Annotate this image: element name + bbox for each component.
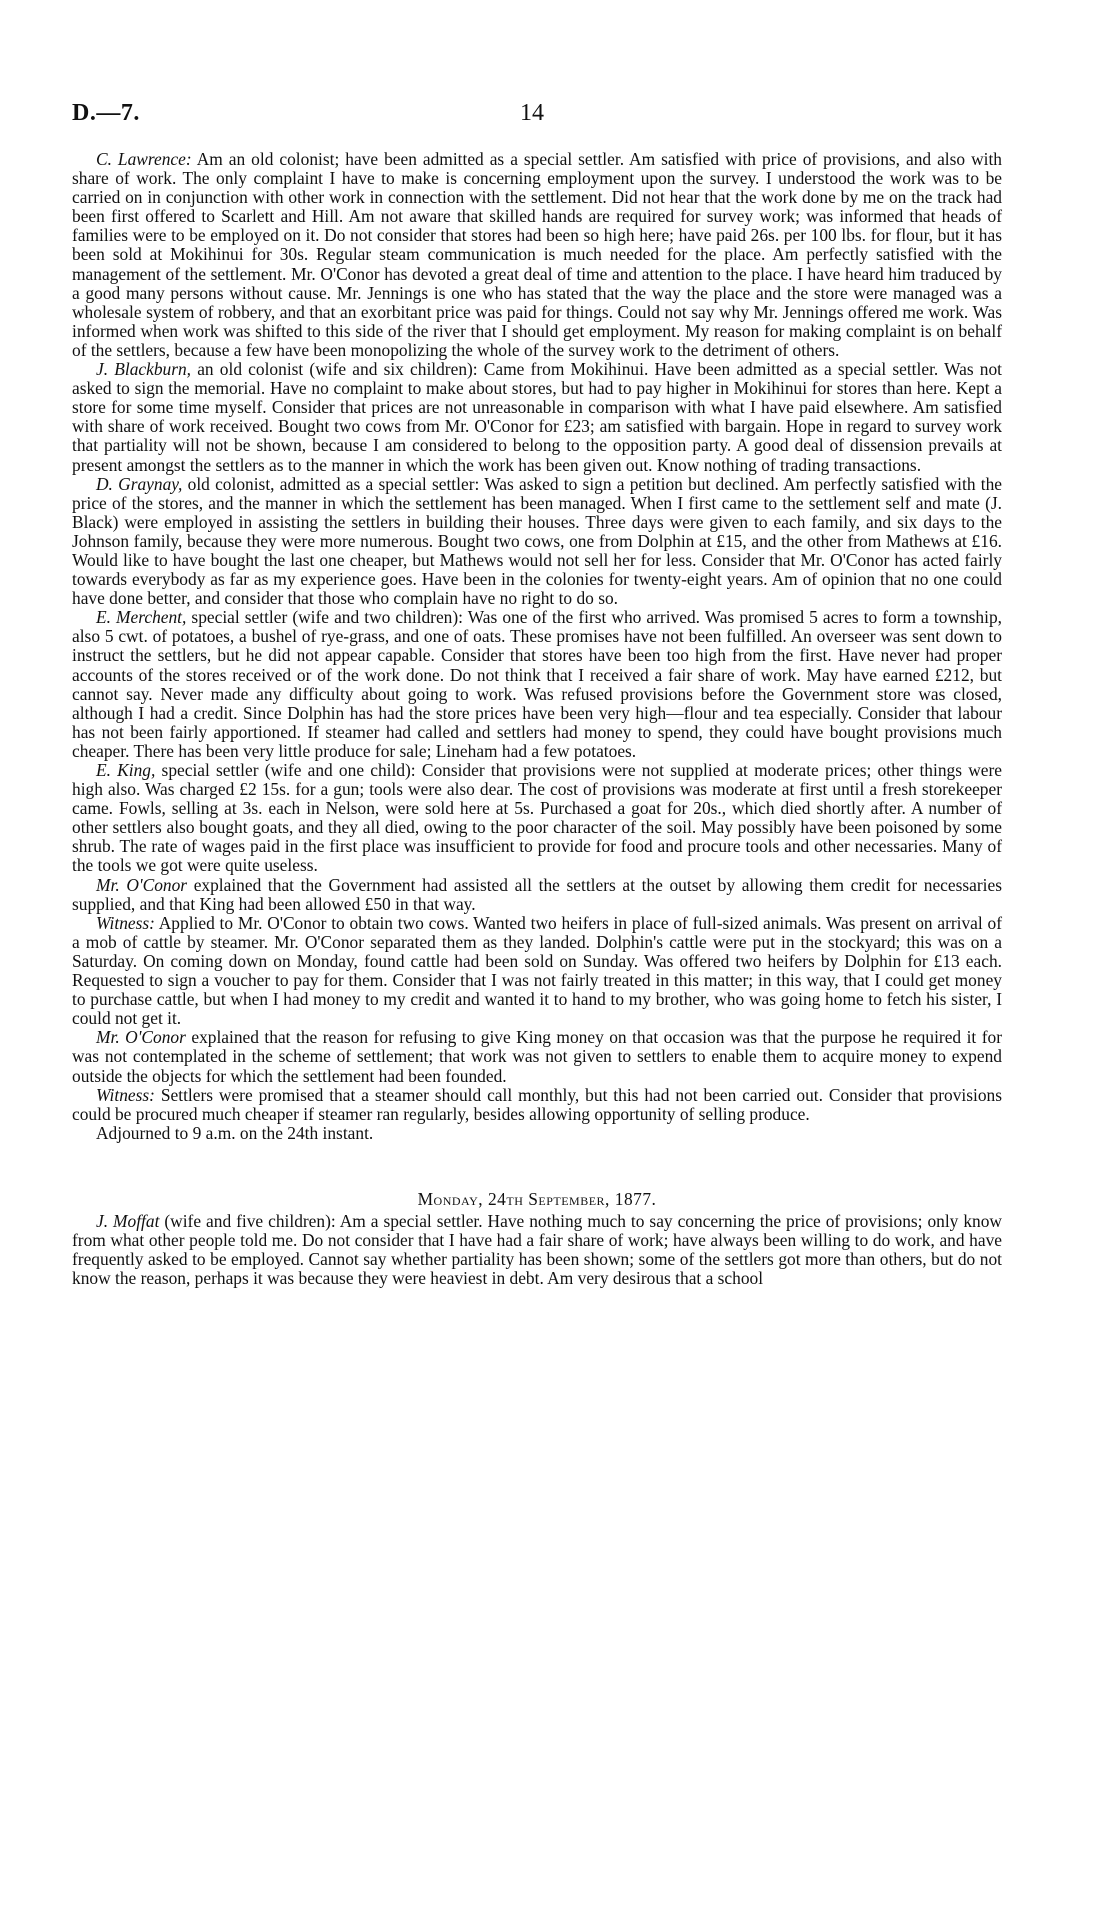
testimony-text: old colonist, admitted as a special settler: Was asked to sign a petition but declined. Am perfectly satisfied with the price of the stores, and the manner in which the settlement has been managed. When I first came to the settlement self and mate (J. Black) were employed in assisting the settlers in building their houses. Three days were given to each family, and six days to the Johnson family, because they were more numerous. Bought two cows, one from Dolphin at £15, and the other from Mathews at £16. Would like to have bought the last one cheaper, but Mathews would not sell her for less. Consider that Mr. O'Conor has acted fairly towards everybody as far as my experience goes. Have been in the colonies for twenty-eight years. Am of opinion that no one could have done better, and consider that those who complain have no right to do so. bbox=[72, 473, 1003, 609]
testimony-text: explained that the Government had assisted all the settlers at the outset by allowing them credit for necessaries supplied, and that King had been allowed £50 in that way. bbox=[72, 874, 1002, 914]
adjournment-text: Adjourned to 9 a.m. on the 24th instant. bbox=[96, 1122, 374, 1143]
testimony-paragraph bbox=[72, 608, 1002, 761]
testimony-paragraph bbox=[72, 876, 1002, 914]
speaker-name: C. Lawrence: bbox=[96, 149, 192, 169]
speaker-name: Mr. O'Conor bbox=[96, 1027, 186, 1048]
testimony-paragraph bbox=[72, 150, 1002, 360]
testimony-text: explained that the reason for refusing to give King money on that occasion was that the purpose he required it for was not contemplated in the scheme of settlement; that work was not given to settlers to enable them to acquire money to expend outside the objects for which the settlement had been founded. bbox=[72, 1027, 1002, 1086]
speaker-name: Mr. O'Conor bbox=[96, 874, 188, 895]
testimony-paragraph bbox=[72, 914, 1002, 1029]
document-reference: D.—7. bbox=[72, 100, 140, 126]
testimony-text: Applied to Mr. O'Conor to obtain two cows. Wanted two heifers in place of full-sized animals. Was present on arrival of a mob of cattle by steamer. Mr. O'Conor separated them as they landed. Dolphin's cattle were put in the stockyard; this was on a Saturday. On coming down on Monday, found cattle had been sold on Sunday. Was offered two heifers by Dolphin for £13 each. Requested to sign a voucher to pay for them. Consider that I was not fairly treated in this matter; in this way, that I could get money to purchase cattle, but when I had money to my credit and wanted it to hand to my brother, who was going home to fetch his sister, I could not get it. bbox=[72, 912, 1002, 1029]
speaker-name: Witness: bbox=[96, 912, 155, 933]
speaker-name: E. Merchent, bbox=[96, 607, 187, 628]
session-date-heading: Monday, 24th September, 1877. bbox=[417, 1188, 657, 1209]
testimony-paragraph bbox=[72, 1212, 1002, 1288]
speaker-name: J. Moffat bbox=[96, 1210, 160, 1231]
page-number: 14 bbox=[520, 100, 544, 126]
page-header bbox=[72, 100, 1032, 130]
adjournment-note bbox=[72, 1124, 1002, 1143]
testimony-text: (wife and five children): Am a special settler. Have nothing much to say concerning the price of provisions; only know from what other people told me. Do not consider that I have had a fair share of work; have always been willing to do work, and have frequently asked to be employed. Cannot say whether partiality has been shown; some of the settlers got more than others, but do not know the reason, perhaps it was because they were heaviest in debt. Am very desirous that a school bbox=[72, 1210, 1002, 1289]
testimony-paragraph bbox=[72, 475, 1002, 609]
testimony-text: special settler (wife and one child): Consider that provisions were not supplied at moderate prices; other things were high also. Was charged £2 15s. for a gun; tools were also dear. The cost of provisions was moderate at first until a fresh storekeeper came. Fowls, selling at 3s. each in Nelson, were sold here at 5s. Purchased a goat for 20s., which died shortly after. A number of other settlers also bought goats, and they all died, owing to the poor character of the soil. May possibly have been poisoned by some shrub. The rate of wages paid in the first place was insufficient to provide for food and procure tools and other necessaries. Many of the tools we got were quite useless. bbox=[72, 760, 1002, 876]
testimony-text: Am an old colonist; have been admitted as a special settler. Am satisfied with price of provisions, and also with share of work. The only complaint I have to make is concerning employment upon the survey. I understood the work was to be carried on in conjunction with other work in connection with the settlement. Did not hear that the work done by me on the track had been first offered to Scarlett and Hill. Am not aware that skilled hands are required for survey work; was informed that heads of families were to be employed on it. Do not consider that stores had been so high here; have paid 26s. per 100 lbs. for flour, but it has been sold at Mokihinui for 30s. Regular steam communication is much needed for the place. Am perfectly satisfied with the management of the settlement. Mr. O'Conor has devoted a great deal of time and attention to the place. I have heard him traduced by a good many persons without cause. Mr. Jennings is one who has stated that the way the place and the store were managed was a wholesale system of robbery, and that an exorbitant price was paid for things. Could not say why Mr. Jennings offered me work. Was informed when work was shifted to this side of the river that I should get employment. My reason for making complaint is on behalf of the settlers, because a few have been monopolizing the whole of the survey work to the detriment of others. bbox=[72, 149, 1002, 360]
document-body bbox=[72, 150, 1002, 1288]
speaker-name: E. King, bbox=[96, 760, 156, 780]
testimony-text: an old colonist (wife and six children): Came from Mokihinui. Have been admitted as a special settler. Was not asked to sign the memorial. Have no complaint to make about stores, but had to pay higher in Mokihinui for stores than here. Kept a store for some time myself. Consider that prices are not unreasonable in comparison with what I have paid elsewhere. Am satisfied with share of work received. Bought two cows from Mr. O'Conor for £23; am satisfied with bargain. Hope in regard to survey work that partiality will not be shown, because I am considered to belong to the opposition party. A good deal of dissension prevails at present amongst the settlers as to the manner in which the work has been given out. Know nothing of trading transactions. bbox=[72, 359, 1003, 475]
testimony-paragraph bbox=[72, 1086, 1002, 1124]
testimony-paragraph bbox=[72, 360, 1002, 475]
testimony-text: special settler (wife and two children): Was one of the first who arrived. Was promised 5 acres to form a township, also 5 cwt. of potatoes, a bushel of rye-grass, and one of oats. These promises have not been fulfilled. An overseer was sent down to instruct the settlers, but he did not appear capable. Consider that stores have been too high from the first. Have never had proper accounts of the stores received or of the work done. Do not think that I received a fair share of work. May have earned £212, but cannot say. Never made any difficulty about going to work. Was refused provisions before the Government store was closed, although I had a credit. Since Dolphin has had the store prices have been very high—flour and tea especially. Consider that labour has not been fairly apportioned. If steamer had called and settlers had money to spend, they could have bought provisions much cheaper. There has been very little produce for sale; Lineham had a few potatoes. bbox=[72, 607, 1002, 761]
testimony-text: Settlers were promised that a steamer should call monthly, but this had not been carried out. Consider that provisions could be procured much cheaper if steamer ran regularly, besides allowing opportunity of selling produce. bbox=[72, 1084, 1002, 1124]
speaker-name: D. Graynay, bbox=[96, 473, 183, 494]
speaker-name: J. Blackburn, bbox=[96, 359, 192, 380]
testimony-paragraph bbox=[72, 761, 1002, 876]
speaker-name: Witness: bbox=[96, 1084, 155, 1105]
testimony-paragraph bbox=[72, 1028, 1002, 1085]
